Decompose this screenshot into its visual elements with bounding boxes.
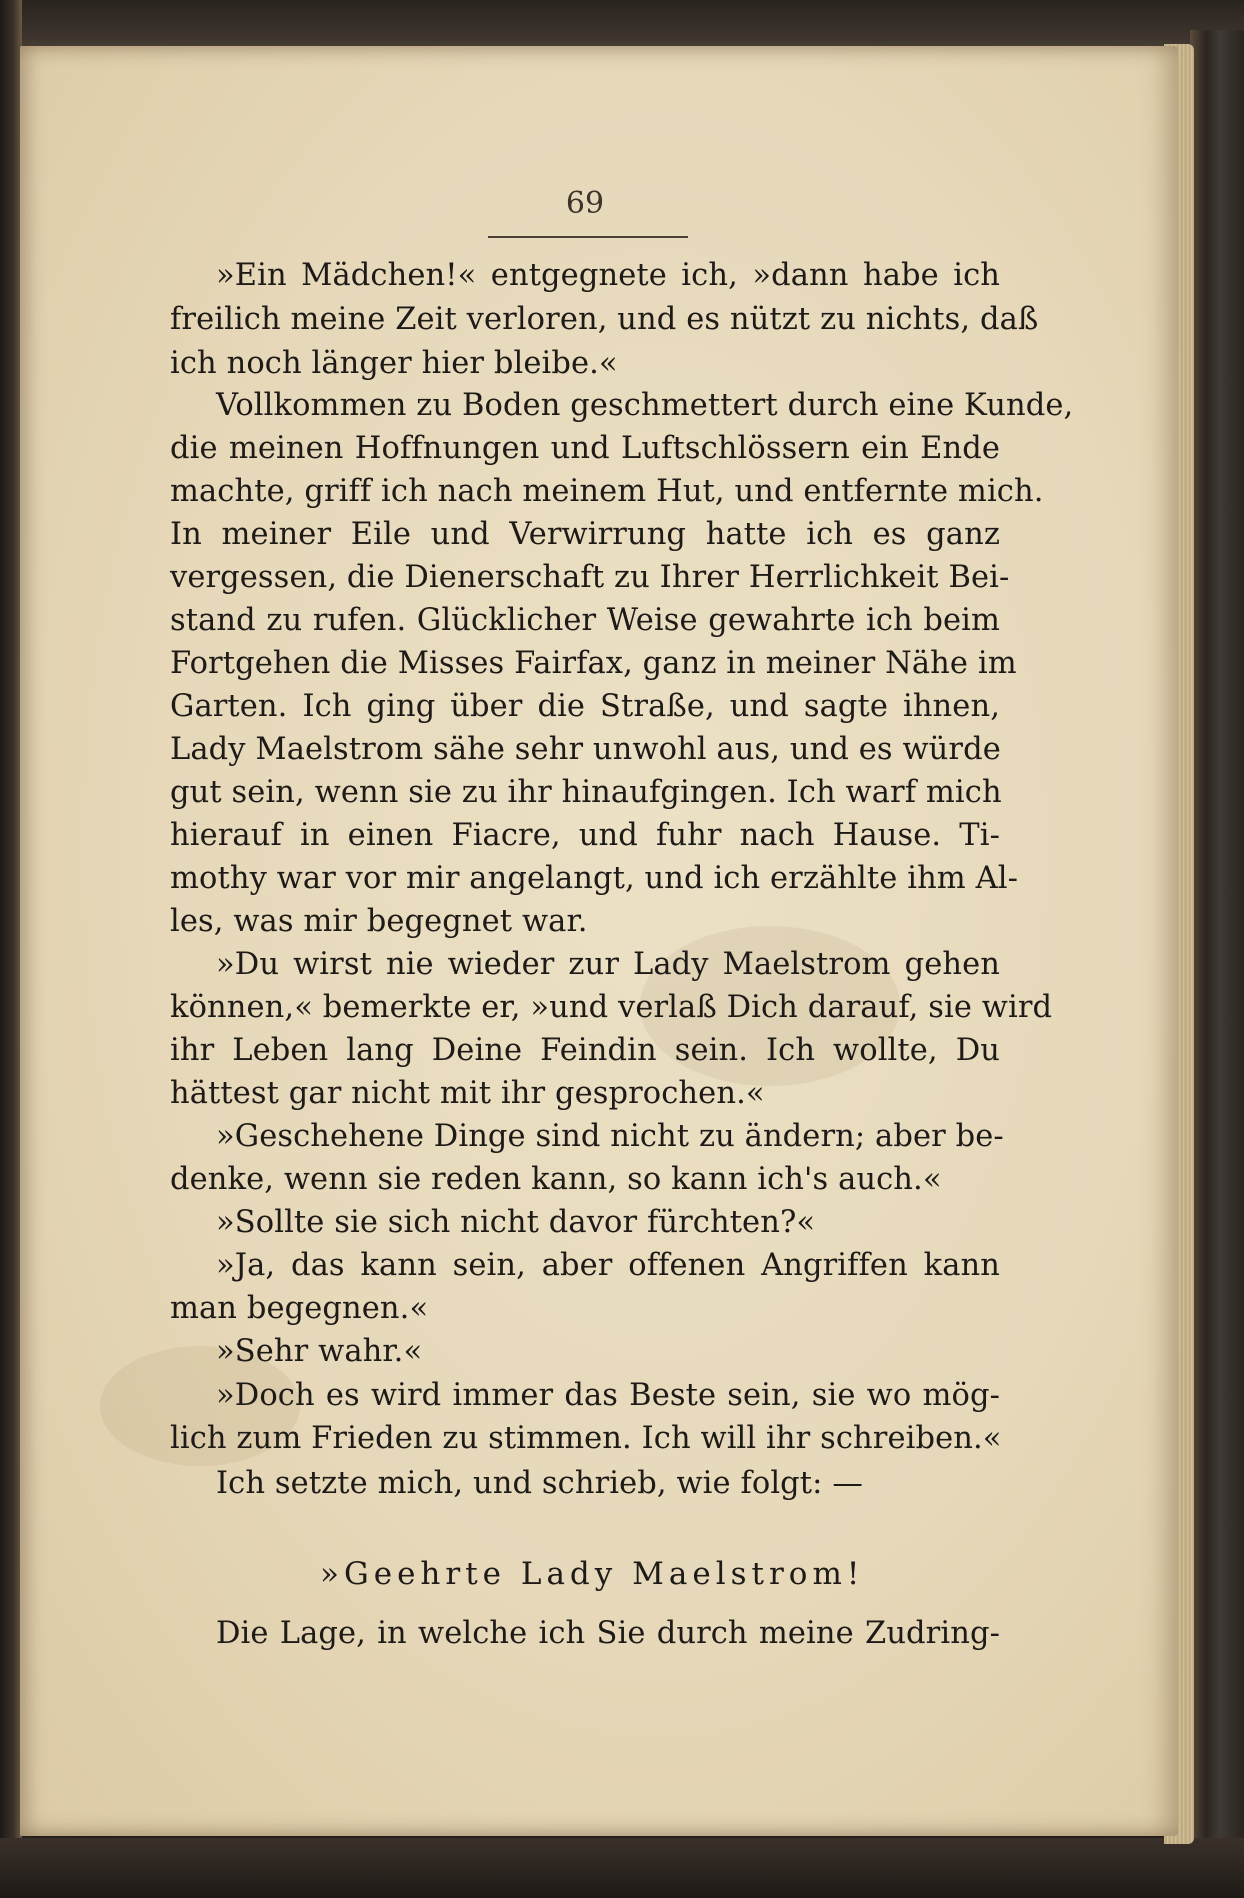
- book-cover-bottom: [0, 1838, 1244, 1898]
- page-number-rule: [488, 236, 688, 238]
- text-line: »Du wirst nie wieder zur Lady Maelstrom gehen: [216, 947, 1000, 982]
- text-line: Fortgehen die Misses Fairfax, ganz in meiner Nähe im: [170, 646, 1017, 681]
- text-line: »Geschehene Dinge sind nicht zu ändern; aber be-: [216, 1119, 1004, 1154]
- text-line: les, was mir begegnet war.: [170, 904, 588, 939]
- text-line: gut sein, wenn sie zu ihr hinaufgingen. Ich warf mich: [170, 775, 1002, 810]
- text-line: hättest gar nicht mit ihr gesprochen.«: [170, 1076, 765, 1111]
- text-line: stand zu rufen. Glücklicher Weise gewahrte ich beim: [170, 603, 1000, 638]
- text-line: die meinen Hoffnungen und Luftschlössern ein Ende: [170, 431, 1000, 466]
- text-line: freilich meine Zeit verloren, und es nützt zu nichts, daß: [170, 302, 1039, 337]
- text-line: denke, wenn sie reden kann, so kann ich's auch.«: [170, 1162, 942, 1197]
- text-line: »Ein Mädchen!« entgegnete ich, »dann habe ich: [216, 258, 1000, 293]
- text-line: mothy war vor mir angelangt, und ich erzählte ihm Al-: [170, 861, 1019, 896]
- page-number: 69: [565, 186, 605, 221]
- text-line: Garten. Ich ging über die Straße, und sagte ihnen,: [170, 689, 1000, 724]
- book-cover-right: [1190, 30, 1244, 1898]
- text-line: man begegnen.«: [170, 1291, 429, 1326]
- text-line: »Sollte sie sich nicht davor fürchten?«: [216, 1205, 816, 1240]
- text-line: In meiner Eile und Verwirrung hatte ich es ganz: [170, 517, 1000, 552]
- book-cover-top: [0, 0, 1244, 52]
- text-line: können,« bemerkte er, »und verlaß Dich darauf, sie wird: [170, 990, 1053, 1025]
- text-line: hierauf in einen Fiacre, und fuhr nach Hause. Ti-: [170, 818, 1000, 853]
- book-page: [20, 46, 1178, 1836]
- text-line: lich zum Frieden zu stimmen. Ich will ihr schreiben.«: [170, 1421, 1002, 1456]
- book-binding: [0, 0, 22, 1898]
- text-line: Lady Maelstrom sähe sehr unwohl aus, und es würde: [170, 732, 1001, 767]
- text-line: Ich setzte mich, und schrieb, wie folgt: —: [216, 1466, 863, 1501]
- text-line: ihr Leben lang Deine Feindin sein. Ich wollte, Du: [170, 1033, 1000, 1068]
- text-line: machte, griff ich nach meinem Hut, und entfernte mich.: [170, 474, 1044, 509]
- text-line: Vollkommen zu Boden geschmettert durch eine Kunde,: [216, 388, 1074, 423]
- text-line: Die Lage, in welche ich Sie durch meine Zudring-: [216, 1616, 1000, 1651]
- text-line: »Ja, das kann sein, aber offenen Angriffen kann: [216, 1248, 1000, 1283]
- text-line: »Sehr wahr.«: [216, 1334, 423, 1369]
- letter-salutation: »Geehrte Lady Maelstrom!: [320, 1556, 865, 1592]
- text-line: vergessen, die Dienerschaft zu Ihrer Herrlichkeit Bei-: [170, 560, 1010, 595]
- text-line: ich noch länger hier bleibe.«: [170, 346, 618, 381]
- text-line: »Doch es wird immer das Beste sein, sie wo mög-: [216, 1378, 1000, 1413]
